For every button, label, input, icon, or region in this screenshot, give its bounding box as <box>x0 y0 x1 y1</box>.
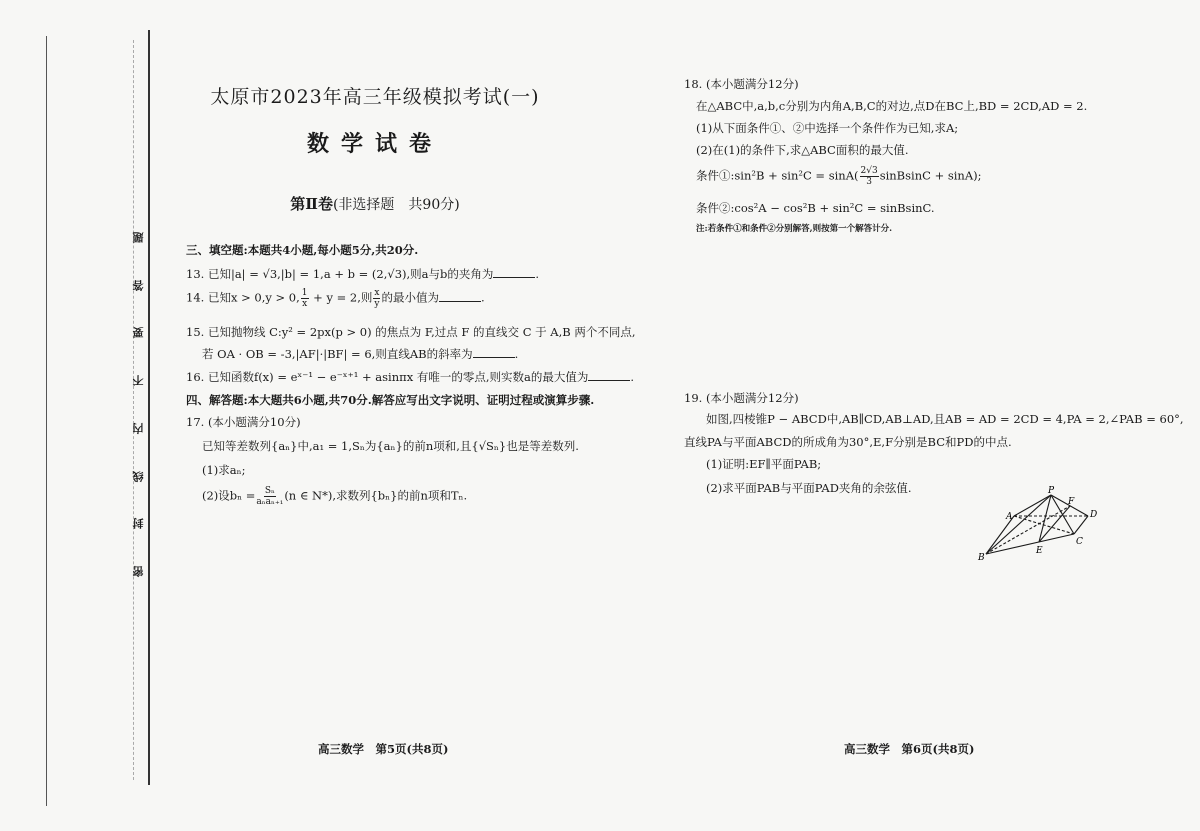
question-17-part2-b: (n ∈ N*),求数列{bₙ}的前n项和Tₙ. <box>284 488 468 503</box>
question-19-part1: (1)证明:EF∥平面PAB; <box>706 457 822 471</box>
binding-char: 封 <box>132 518 145 530</box>
page-footer: 高三数学 第6页(共8页) <box>844 742 975 756</box>
question-18-note: 注:若条件①和条件②分别解答,则按第一个解答计分. <box>696 224 893 234</box>
question-17-part1: (1)求aₙ; <box>202 463 246 477</box>
fraction-num: Sₙ <box>264 486 275 496</box>
question-18-body: 在△ABC中,a,b,c分别为内角A,B,C的对边,点D在BC上,BD = 2CD,AD = 2. <box>696 99 1088 113</box>
question-19-body2: 直线PA与平面ABCD的所成角为30°,E,F分别是BC和PD的中点. <box>684 435 1012 449</box>
question-13-text: 13. 已知|a| = √3,|b| = 1,a + b = (2,√3),则a与b的夹角为 <box>186 267 494 281</box>
right-page <box>600 0 1200 831</box>
question-18-part1: (1)从下面条件①、②中选择一个条件作为已知,求A; <box>696 121 959 135</box>
question-14-text-b: + y = 2,则 <box>309 290 373 305</box>
binding-margin-text <box>132 232 146 577</box>
question-15-text: 若 OA · OB = -3,|AF|·|BF| = 6,则直线AB的斜率为 <box>202 347 473 361</box>
fraction-num: 2√3 <box>860 166 878 176</box>
fraction <box>860 166 879 187</box>
question-18-condition1 <box>696 166 982 187</box>
answer-blank <box>439 291 481 302</box>
binding-char: 答 <box>132 279 145 291</box>
figure-label-c: C <box>1076 537 1083 547</box>
binding-line-outer <box>46 36 47 806</box>
binding-char: 不 <box>132 375 145 387</box>
question-16: 16. 已知函数f(x) = eˣ⁻¹ − e⁻ˣ⁺¹ + asinπx 有唯一的零点,则实数a的最大值为 . <box>186 370 634 384</box>
fraction-den: 3 <box>866 177 872 187</box>
question-18-condition2: 条件②:cos²A − cos²B + sin²C = sinBsinC. <box>696 201 935 215</box>
exam-subtitle: 数学试卷 <box>306 131 443 157</box>
question-19-part2: (2)求平面PAB与平面PAD夹角的余弦值. <box>706 481 912 495</box>
volume-desc: (非选择题 共90分) <box>332 197 460 213</box>
fraction-den: aₙaₙ₊₁ <box>256 497 284 507</box>
exam-title: 太原市2023年高三年级模拟考试(一) <box>210 86 540 108</box>
condition1-text-b: sinBsinC + sinA); <box>879 168 982 183</box>
question-15-line1: 15. 已知抛物线 C:y² = 2px(p > 0) 的焦点为 F,过点 F 的直线交 C 于 A,B 两个不同点, <box>186 325 636 339</box>
fraction-num: 1 <box>301 288 308 298</box>
binding-char: 线 <box>132 470 145 482</box>
fraction-den: y <box>374 299 380 309</box>
answer-blank <box>473 347 515 358</box>
figure-label-d: D <box>1090 510 1098 520</box>
question-13: 13. 已知|a| = √3,|b| = 1,a + b = (2,√3),则a与b的夹角为 . <box>186 267 540 281</box>
figure-label-a: A <box>1006 512 1013 522</box>
question-16-text: 16. 已知函数f(x) = eˣ⁻¹ − e⁻ˣ⁺¹ + asinπx 有唯一的零点,则实数a的最大值为 <box>186 370 589 384</box>
question-19-header: 19. (本小题满分12分) <box>684 391 799 405</box>
question-18-part2: (2)在(1)的条件下,求△ABC面积的最大值. <box>696 143 909 157</box>
question-17-header: 17. (本小题满分10分) <box>186 415 301 429</box>
binding-char: 密 <box>132 565 145 577</box>
fraction-num: x <box>374 288 380 298</box>
question-19-body1: 如图,四棱锥P − ABCD中,AB∥CD,AB⊥AD,且AB = AD = 2CD = 4,PA = 2,∠PAB = 60°, <box>706 412 1184 426</box>
section3-header: 三、填空题:本题共4小题,每小题5分,共20分. <box>186 243 419 257</box>
binding-char: 题 <box>132 232 145 243</box>
condition1-text-a: 条件①:sin²B + sin²C = sinA( <box>696 168 859 183</box>
question-14-text-a: 14. 已知x > 0,y > 0, <box>186 290 300 305</box>
section4-header: 四、解答题:本大题共6小题,共70分.解答应写出文字说明、证明过程或演算步骤. <box>186 393 595 407</box>
answer-blank <box>493 267 535 278</box>
question-15-line2: 若 OA · OB = -3,|AF|·|BF| = 6,则直线AB的斜率为 . <box>202 347 519 361</box>
page-footer: 高三数学 第5页(共8页) <box>318 742 449 756</box>
binding-char: 要 <box>132 327 145 339</box>
figure-label-b: B <box>978 553 985 563</box>
fraction <box>301 288 309 309</box>
question-14-text-c: 的最小值为 <box>381 290 439 305</box>
question-17-body: 已知等差数列{aₙ}中,a₁ = 1,Sₙ为{aₙ}的前n项和,且{√Sₙ}也是等差数列. <box>202 439 579 453</box>
figure-label-e: E <box>1036 546 1043 556</box>
figure-label-p: P <box>1048 486 1055 496</box>
pyramid-figure <box>976 482 1106 564</box>
volume-label: 第Ⅱ卷 <box>290 195 333 213</box>
question-17-part2 <box>202 486 467 507</box>
figure-label-f: F <box>1068 497 1075 507</box>
fraction <box>373 288 380 309</box>
question-18-header: 18. (本小题满分12分) <box>684 77 799 91</box>
volume-heading <box>150 193 600 214</box>
fraction-den: x <box>302 299 308 309</box>
binding-char: 内 <box>132 422 145 434</box>
question-17-part2-a: (2)设bₙ = <box>202 488 256 503</box>
fraction <box>256 486 283 507</box>
question-14: 14. 已知x > 0,y > 0, $\frac{1}{x}$ + y = 2,则 $\frac{x}{y}$ 的最小值为 . <box>186 288 485 309</box>
